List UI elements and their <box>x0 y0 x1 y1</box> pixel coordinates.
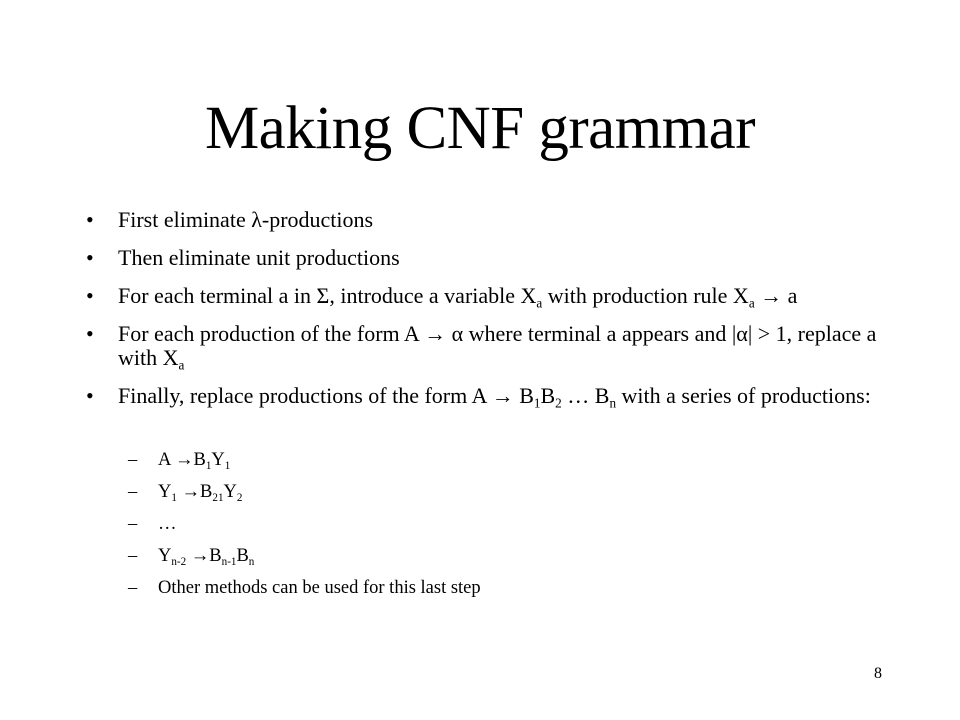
sub-bullet-item <box>128 578 728 598</box>
sub-bullet-marker: – <box>128 482 138 502</box>
sub-bullet-list <box>128 450 728 610</box>
bullet-marker: • <box>86 383 94 408</box>
bullet-text: First eliminate λ-productions <box>118 207 374 232</box>
sub-bullet-item <box>128 450 728 470</box>
bullet-item <box>86 383 886 411</box>
sub-bullet-item <box>128 482 728 502</box>
sub-bullet-text: … <box>158 514 177 534</box>
bullet-marker: • <box>86 207 94 232</box>
bullet-text: Then eliminate unit productions <box>118 245 400 270</box>
bullet-text: Finally, replace productions of the form $A \to B_1B_2$ … $B_n$ with a series of productions: <box>118 383 871 411</box>
sub-bullet-marker: – <box>128 578 138 598</box>
bullet-text: For each production of the form A → α where terminal a appears and |α| > 1, replace a with $X_a$ <box>118 321 877 373</box>
bullet-item <box>86 208 886 232</box>
bullet-text: For each terminal a in Σ, introduce a variable $X_a$ with production rule $X_a \to a$ <box>118 283 798 311</box>
bullet-marker: • <box>86 321 94 346</box>
sub-bullet-marker: – <box>128 546 138 566</box>
sub-bullet-item <box>128 546 728 566</box>
page-number: 8 <box>874 665 882 682</box>
bullet-marker: • <box>86 245 94 270</box>
sub-bullet-marker: – <box>128 514 138 534</box>
bullet-marker: • <box>86 283 94 308</box>
sub-bullet-text: $Y_1 \to B_{21}Y_2$ <box>158 482 243 504</box>
bullet-item <box>86 283 886 311</box>
bullet-list <box>86 208 886 422</box>
bullet-item <box>86 246 886 270</box>
sub-bullet-text: Other methods can be used for this last step <box>158 578 481 598</box>
sub-bullet-item <box>128 514 728 534</box>
sub-bullet-marker: – <box>128 450 138 470</box>
slide-title: Making CNF grammar <box>204 95 756 162</box>
sub-bullet-text: $Y_{n-2} \to B_{n-1}B_n$ <box>158 546 255 568</box>
bullet-item <box>86 321 886 373</box>
sub-bullet-text: $A \to B_1Y_1$ <box>158 450 231 472</box>
